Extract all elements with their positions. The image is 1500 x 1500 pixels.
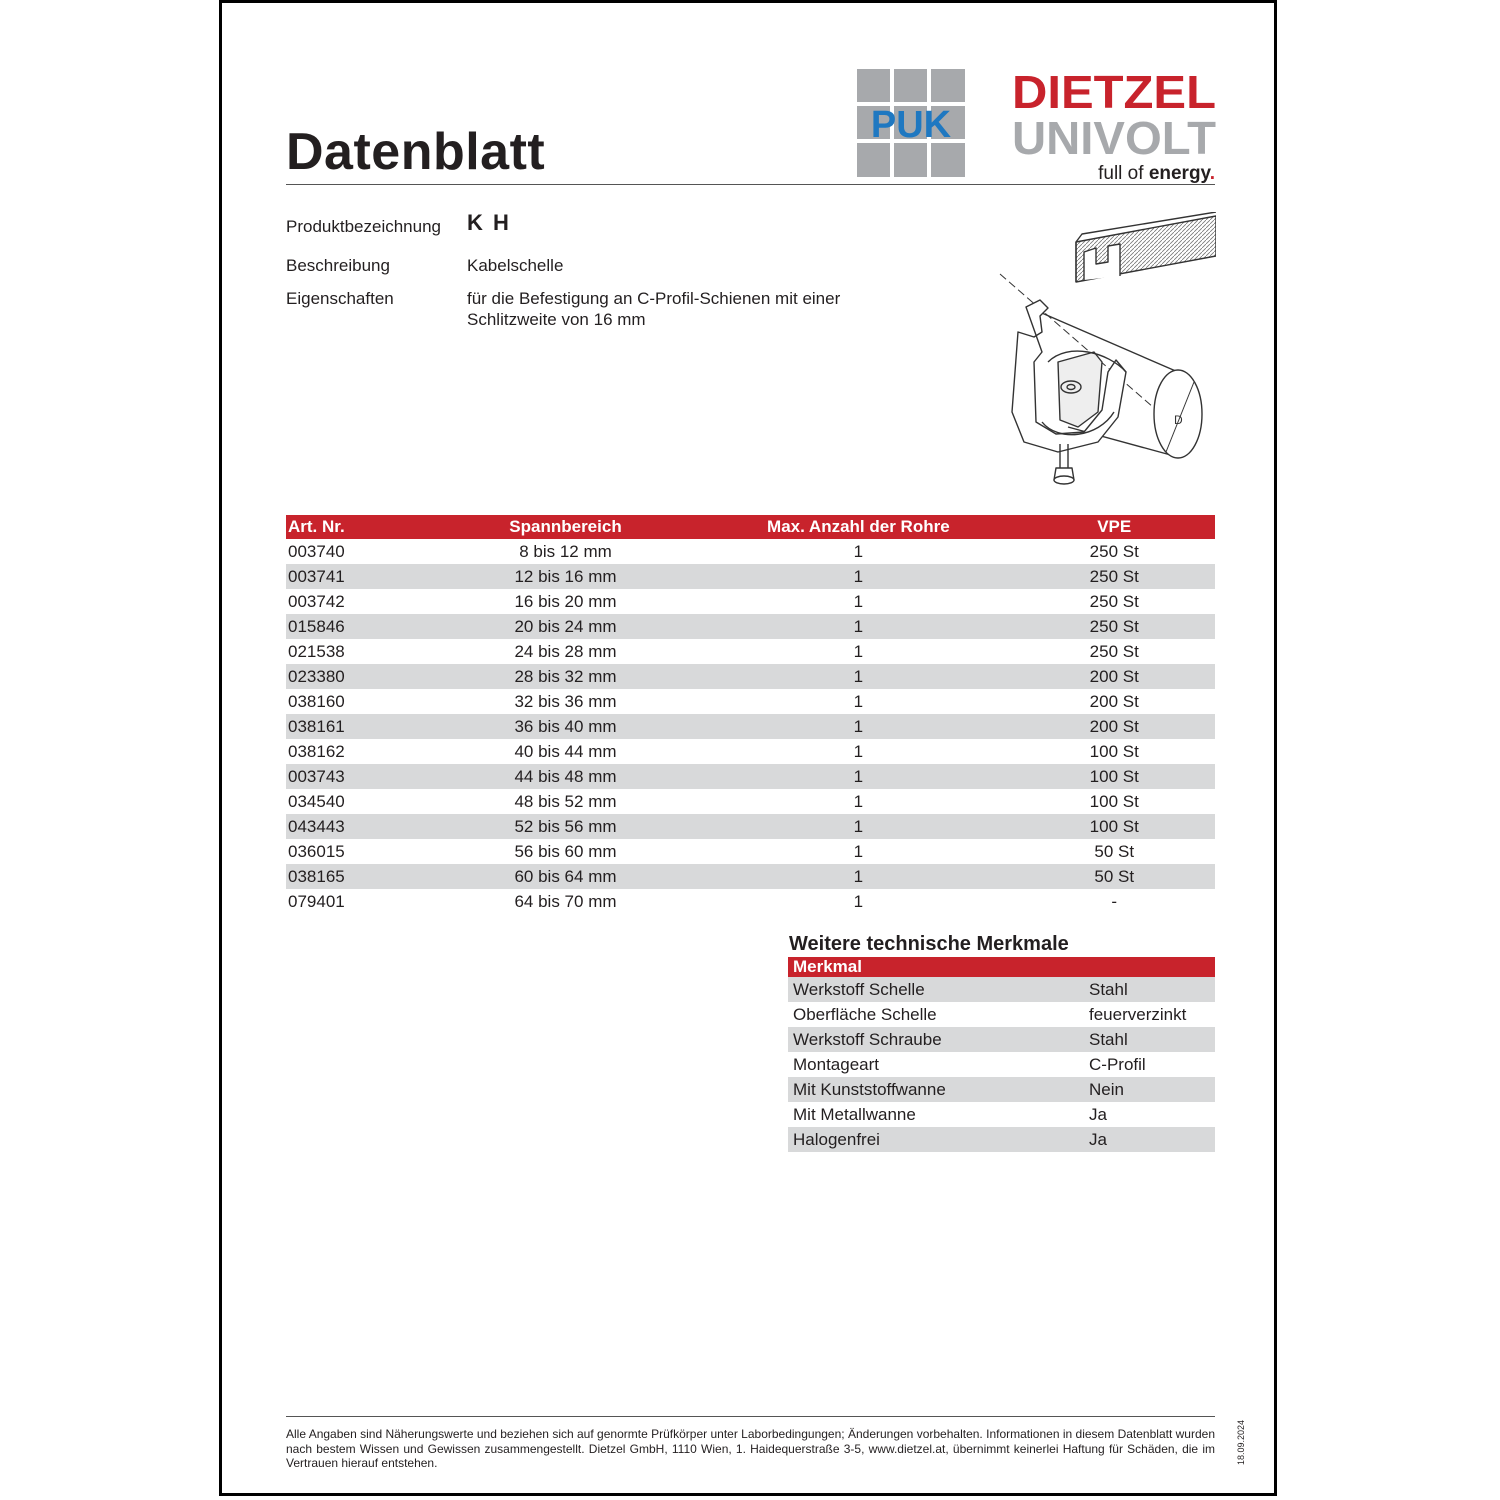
feature-value: Stahl (1084, 977, 1215, 1002)
table-row (286, 764, 1215, 789)
cell-vpe: 50 St (1094, 841, 1135, 861)
dietzel-logo-text: DIETZEL (1012, 66, 1216, 118)
cell-max-rohre: 1 (853, 591, 864, 611)
table-row (286, 589, 1215, 614)
features-title: Weitere technische Merkmale (789, 933, 1069, 955)
cell-spannbereich: 28 bis 32 mm (428, 664, 704, 689)
cell-spannbereich: 36 bis 40 mm (428, 714, 704, 739)
cell-art-nr: 015846 (286, 614, 428, 639)
properties-line-1: für die Befestigung an C-Profil-Schienen mit einer (467, 289, 841, 308)
cell-vpe: 200 St (1013, 664, 1215, 689)
cell-art-nr: 036015 (288, 841, 345, 861)
cell-spannbereich: 24 bis 28 mm (514, 641, 617, 661)
document-date: 18.09.2024 (1236, 1419, 1246, 1465)
cell-spannbereich: 8 bis 12 mm (519, 541, 612, 561)
cell-spannbereich: 44 bis 48 mm (428, 764, 704, 789)
feature-value: feuerverzinkt (1089, 1004, 1187, 1024)
cell-spannbereich: 52 bis 56 mm (428, 814, 704, 839)
features-table (788, 957, 1215, 1152)
feature-row (788, 977, 1215, 1002)
cell-max-rohre: 1 (853, 841, 864, 861)
cell-max-rohre: 1 (703, 664, 1013, 689)
cell-spannbereich: 48 bis 52 mm (514, 791, 617, 811)
table-row (286, 539, 1215, 564)
table-row (286, 814, 1215, 839)
cell-max-rohre: 1 (703, 714, 1013, 739)
product-name-label: Produktbezeichnung (286, 217, 442, 236)
cell-vpe: - (1111, 891, 1118, 911)
cell-max-rohre: 1 (703, 864, 1013, 889)
feature-value: Nein (1084, 1077, 1215, 1102)
footer-divider (286, 1416, 1215, 1417)
cell-art-nr: 043443 (286, 814, 428, 839)
cell-vpe: 250 St (1013, 564, 1215, 589)
puk-logo (857, 69, 965, 177)
feature-value: C-Profil (1089, 1054, 1146, 1074)
product-name-value: K H (467, 210, 511, 235)
cell-spannbereich: 20 bis 24 mm (428, 614, 704, 639)
header-spannbereich: Spannbereich (428, 515, 704, 539)
cell-vpe: 100 St (1013, 764, 1215, 789)
cable-clamp-illustration (998, 212, 1216, 490)
table-row (286, 889, 1215, 914)
cell-vpe: 250 St (1089, 541, 1139, 561)
feature-name: Werkstoff Schraube (788, 1027, 1084, 1052)
cell-spannbereich: 64 bis 70 mm (514, 891, 617, 911)
cell-spannbereich: 12 bis 16 mm (428, 564, 704, 589)
cell-max-rohre: 1 (703, 764, 1013, 789)
cell-vpe: 100 St (1089, 741, 1139, 761)
cell-max-rohre: 1 (703, 814, 1013, 839)
cell-vpe: 250 St (1013, 614, 1215, 639)
article-table (286, 515, 1215, 914)
cell-max-rohre: 1 (853, 741, 864, 761)
cell-max-rohre: 1 (853, 541, 864, 561)
cell-art-nr: 003743 (286, 764, 428, 789)
features-table-header (788, 957, 1215, 977)
properties-label: Eigenschaften (286, 289, 394, 308)
cell-spannbereich: 56 bis 60 mm (514, 841, 617, 861)
cell-art-nr: 023380 (286, 664, 428, 689)
table-row (286, 639, 1215, 664)
feature-name: Werkstoff Schelle (788, 977, 1084, 1002)
feature-name: Mit Metallwanne (793, 1104, 916, 1124)
cell-vpe: 200 St (1089, 691, 1139, 711)
table-row (286, 689, 1215, 714)
feature-row (788, 1102, 1215, 1127)
cell-art-nr: 003742 (288, 591, 345, 611)
cell-art-nr: 038162 (288, 741, 345, 761)
cell-vpe: 200 St (1013, 714, 1215, 739)
description-value: Kabelschelle (467, 256, 564, 275)
feature-row (788, 1027, 1215, 1052)
puk-logo-text: PUK (870, 104, 952, 146)
header-max-rohre: Max. Anzahl der Rohre (703, 515, 1013, 539)
feature-value: Ja (1089, 1104, 1107, 1124)
table-row (286, 839, 1215, 864)
cell-spannbereich: 16 bis 20 mm (514, 591, 617, 611)
cell-art-nr: 003740 (288, 541, 345, 561)
cell-spannbereich: 40 bis 44 mm (514, 741, 617, 761)
header-merkmal: Merkmal (788, 957, 1215, 977)
cell-max-rohre: 1 (853, 891, 864, 911)
description-label: Beschreibung (286, 256, 390, 275)
header-vpe: VPE (1013, 515, 1215, 539)
univolt-logo-text: UNIVOLT (1012, 112, 1216, 164)
cell-max-rohre: 1 (853, 691, 864, 711)
feature-row (788, 1002, 1215, 1027)
cell-max-rohre: 1 (853, 641, 864, 661)
feature-row (788, 1052, 1215, 1077)
cell-spannbereich: 32 bis 36 mm (514, 691, 617, 711)
cell-vpe: 250 St (1089, 591, 1139, 611)
disclaimer-text: Alle Angaben sind Näherungswerte und beziehen sich auf genormte Prüfkörper unter Laborbedingungen; Änderungen vorbehalten. Informationen in diesem Datenblatt wurden nach bestem Wissen und Gewissen zusammengestellt. Dietzel GmbH, 1110 Wien, 1. Haidequerstraße 3-5, www.dietzel.at, übernimmt keinerlei Haftung für Schäden, die im Vertrauen hierauf entstehen. (286, 1427, 1215, 1470)
cell-art-nr: 038161 (286, 714, 428, 739)
page-title: Datenblatt (286, 123, 546, 181)
cell-art-nr: 038165 (286, 864, 428, 889)
cell-art-nr: 038160 (288, 691, 345, 711)
cell-vpe: 100 St (1013, 814, 1215, 839)
cell-vpe: 50 St (1013, 864, 1215, 889)
feature-row (788, 1127, 1215, 1152)
cell-spannbereich: 60 bis 64 mm (428, 864, 704, 889)
cell-art-nr: 034540 (288, 791, 345, 811)
table-row (286, 664, 1215, 689)
cell-max-rohre: 1 (703, 614, 1013, 639)
feature-name: Montageart (793, 1054, 879, 1074)
header-art-nr: Art. Nr. (286, 515, 428, 539)
feature-value: Stahl (1084, 1027, 1215, 1052)
cell-art-nr: 079401 (288, 891, 345, 911)
dietzel-univolt-logo (1012, 66, 1217, 184)
cell-art-nr: 003741 (286, 564, 428, 589)
cell-vpe: 100 St (1089, 791, 1139, 811)
table-row (286, 564, 1215, 589)
table-row (286, 864, 1215, 889)
table-row (286, 739, 1215, 764)
article-table-header (286, 515, 1215, 539)
table-row (286, 714, 1215, 739)
table-row (286, 789, 1215, 814)
feature-name: Mit Kunststoffwanne (788, 1077, 1084, 1102)
feature-name: Oberfläche Schelle (793, 1004, 937, 1024)
title-divider (286, 184, 1215, 185)
cell-vpe: 250 St (1089, 641, 1139, 661)
cell-art-nr: 021538 (288, 641, 345, 661)
feature-value: Ja (1084, 1127, 1215, 1152)
cell-max-rohre: 1 (703, 564, 1013, 589)
tagline: full of energy. (1098, 163, 1215, 184)
feature-row (788, 1077, 1215, 1102)
feature-name: Halogenfrei (788, 1127, 1084, 1152)
properties-value (467, 288, 840, 330)
properties-line-2: Schlitzweite von 16 mm (467, 310, 646, 329)
table-row (286, 614, 1215, 639)
cell-max-rohre: 1 (853, 791, 864, 811)
diameter-label: D (1174, 413, 1183, 427)
